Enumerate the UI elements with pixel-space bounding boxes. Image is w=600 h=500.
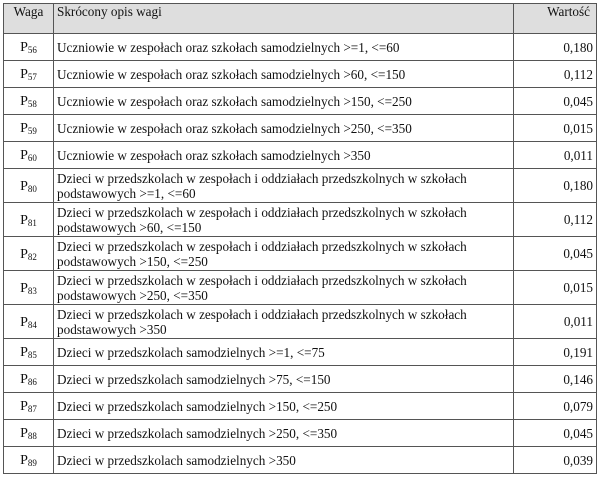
weight-symbol-cell <box>4 34 54 61</box>
weight-value: 0,180 <box>514 34 597 61</box>
weight-subscript: 87 <box>27 404 37 414</box>
table-row <box>4 393 597 420</box>
weight-symbol: P <box>20 212 28 228</box>
weight-subscript: 86 <box>27 377 37 387</box>
weight-symbol: P <box>20 94 28 109</box>
weight-description: Uczniowie w zespołach oraz szkołach samodzielnych >250, <=350 <box>54 115 514 142</box>
weight-value: 0,015 <box>514 115 597 142</box>
header-row <box>4 4 597 34</box>
weight-value: 0,191 <box>514 339 597 366</box>
weight-value: 0,079 <box>514 393 597 420</box>
weight-value: 0,180 <box>514 169 597 203</box>
weight-description: Uczniowie w zespołach oraz szkołach samodzielnych >=1, <=60 <box>54 34 514 61</box>
weight-symbol: P <box>20 372 28 387</box>
weight-symbol-cell <box>4 61 54 88</box>
weight-description: Uczniowie w zespołach oraz szkołach samodzielnych >350 <box>54 142 514 169</box>
weight-symbol-cell <box>4 169 54 203</box>
table-row <box>4 203 597 237</box>
weight-symbol-cell <box>4 88 54 115</box>
table-header <box>4 4 597 34</box>
weight-description: Dzieci w przedszkolach samodzielnych >350 <box>54 447 514 474</box>
weight-symbol: P <box>20 148 28 163</box>
weight-value: 0,011 <box>514 305 597 339</box>
weight-value: 0,045 <box>514 420 597 447</box>
header-value: Wartość <box>514 4 597 34</box>
table-row <box>4 420 597 447</box>
weight-value: 0,045 <box>514 237 597 271</box>
table-row <box>4 34 597 61</box>
weight-value: 0,112 <box>514 61 597 88</box>
header-waga: Waga <box>4 4 54 34</box>
weight-symbol-cell <box>4 115 54 142</box>
weight-subscript: 58 <box>27 99 37 109</box>
weight-value: 0,146 <box>514 366 597 393</box>
weight-description: Dzieci w przedszkolach samodzielnych >75, <=150 <box>54 366 514 393</box>
weight-symbol-cell <box>4 420 54 447</box>
weight-value: 0,015 <box>514 271 597 305</box>
weight-description: Uczniowie w zespołach oraz szkołach samodzielnych >60, <=150 <box>54 61 514 88</box>
weight-value: 0,112 <box>514 203 597 237</box>
weight-symbol-cell <box>4 271 54 305</box>
weights-table <box>3 3 597 474</box>
weight-description: Uczniowie w zespołach oraz szkołach samodzielnych >150, <=250 <box>54 88 514 115</box>
weight-symbol: P <box>20 453 28 468</box>
weight-subscript: 84 <box>27 319 37 330</box>
weight-symbol: P <box>20 280 28 296</box>
weight-subscript: 89 <box>27 458 37 468</box>
table-row <box>4 115 597 142</box>
table-row <box>4 447 597 474</box>
table-row <box>4 88 597 115</box>
weight-value: 0,011 <box>514 142 597 169</box>
table-row <box>4 271 597 305</box>
weight-value: 0,039 <box>514 447 597 474</box>
table-row <box>4 61 597 88</box>
table-row <box>4 169 597 203</box>
weight-symbol: P <box>20 426 28 441</box>
weight-symbol-cell <box>4 203 54 237</box>
weight-description: Dzieci w przedszkolach samodzielnych >250, <=350 <box>54 420 514 447</box>
weight-symbol: P <box>20 314 28 330</box>
weight-subscript: 57 <box>27 72 37 82</box>
weight-value: 0,045 <box>514 88 597 115</box>
weight-subscript: 82 <box>27 251 37 262</box>
weight-subscript: 80 <box>27 183 37 194</box>
table-row <box>4 237 597 271</box>
weight-subscript: 56 <box>27 45 37 55</box>
weight-symbol: P <box>20 246 28 262</box>
weight-symbol-cell <box>4 447 54 474</box>
weight-symbol-cell <box>4 142 54 169</box>
weight-description: Dzieci w przedszkolach samodzielnych >150, <=250 <box>54 393 514 420</box>
weight-description: Dzieci w przedszkolach w zespołach i oddziałach przedszkolnych w szkołach podstawowych >=1, <=60 <box>54 169 514 203</box>
weight-symbol: P <box>20 178 28 194</box>
weight-subscript: 60 <box>27 153 37 163</box>
weight-symbol-cell <box>4 339 54 366</box>
weight-subscript: 88 <box>27 431 37 441</box>
weight-description: Dzieci w przedszkolach w zespołach i oddziałach przedszkolnych w szkołach podstawowych >150, <=250 <box>54 237 514 271</box>
weight-symbol-cell <box>4 237 54 271</box>
header-description: Skrócony opis wagi <box>54 4 514 34</box>
weight-symbol: P <box>20 40 28 55</box>
weight-symbol: P <box>20 399 28 414</box>
table-row <box>4 305 597 339</box>
weight-description: Dzieci w przedszkolach w zespołach i oddziałach przedszkolnych w szkołach podstawowych >60, <=150 <box>54 203 514 237</box>
weight-subscript: 81 <box>27 217 37 228</box>
weight-description: Dzieci w przedszkolach samodzielnych >=1, <=75 <box>54 339 514 366</box>
table-row <box>4 142 597 169</box>
weight-subscript: 59 <box>27 126 37 136</box>
weight-symbol-cell <box>4 366 54 393</box>
table-body <box>4 34 597 474</box>
table-row <box>4 366 597 393</box>
weight-symbol: P <box>20 121 28 136</box>
weight-subscript: 85 <box>27 350 37 360</box>
weight-description: Dzieci w przedszkolach w zespołach i oddziałach przedszkolnych w szkołach podstawowych >350 <box>54 305 514 339</box>
weight-symbol: P <box>20 67 28 82</box>
weight-symbol-cell <box>4 305 54 339</box>
weight-symbol: P <box>20 345 28 360</box>
weight-description: Dzieci w przedszkolach w zespołach i oddziałach przedszkolnych w szkołach podstawowych >250, <=350 <box>54 271 514 305</box>
document-page <box>3 3 597 474</box>
weight-symbol-cell <box>4 393 54 420</box>
table-row <box>4 339 597 366</box>
weight-subscript: 83 <box>27 285 37 296</box>
